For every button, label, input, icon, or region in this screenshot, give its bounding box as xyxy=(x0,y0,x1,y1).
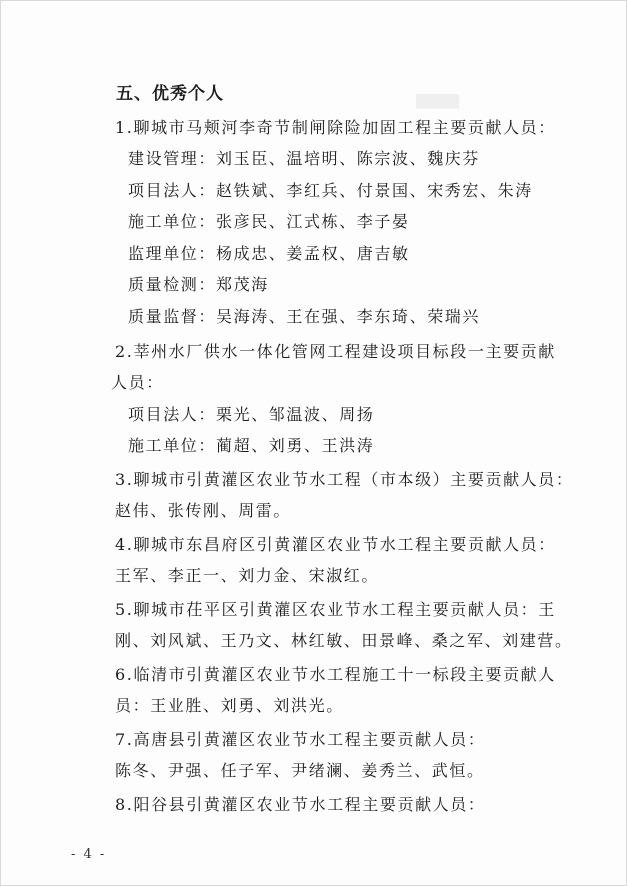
page-number: - 4 - xyxy=(71,847,107,862)
item-1-title: 1.聊城市马颊河李奇节制闸除险加固工程主要贡献人员： xyxy=(115,118,556,137)
item-6-names: 员：王业胜、刘勇、刘洪光。 xyxy=(115,696,344,715)
item-2-title: 2.莘州水厂供水一体化管网工程建设项目标段一主要贡献 xyxy=(115,342,556,361)
item-1-quality-inspection: 质量检测：郑茂海 xyxy=(128,275,269,294)
section-heading: 五、优秀个人 xyxy=(116,84,224,104)
item-3-title: 3.聊城市引黄灌区农业节水工程（市本级）主要贡献人员： xyxy=(115,470,574,489)
item-1-construction-unit: 施工单位：张彦民、江式栋、李子晏 xyxy=(128,212,410,231)
item-7-names: 陈冬、尹强、任子军、尹绪澜、姜秀兰、武恒。 xyxy=(115,761,485,780)
item-8-title: 8.阳谷县引黄灌区农业节水工程主要贡献人员： xyxy=(115,795,486,814)
item-1-quality-supervision: 质量监督：吴海涛、王在强、李东琦、荣瑞兴 xyxy=(128,307,481,326)
item-7-title: 7.高唐县引黄灌区农业节水工程主要贡献人员： xyxy=(115,730,486,749)
item-2-construction-unit: 施工单位：蔺超、刘勇、王洪涛 xyxy=(128,436,375,455)
item-2-project-legal-person: 项目法人：栗光、邹温波、周扬 xyxy=(128,405,375,424)
show-through-mark: ▇▇▇▇ xyxy=(416,93,460,109)
item-1-construction-management: 建设管理：刘玉臣、温培明、陈宗波、魏庆芬 xyxy=(128,149,481,168)
item-1-project-legal-person: 项目法人：赵铁斌、李红兵、付景国、宋秀宏、朱涛 xyxy=(128,181,533,200)
item-6-title: 6.临清市引黄灌区农业节水工程施工十一标段主要贡献人 xyxy=(115,665,556,684)
item-4-names: 王军、李正一、刘力金、宋淑红。 xyxy=(115,566,380,585)
item-3-names: 赵伟、张传刚、周雷。 xyxy=(115,501,292,520)
item-5-names: 刚、刘风斌、王乃文、林红敏、田景峰、桑之军、刘建营。 xyxy=(115,631,573,650)
item-2-title-continued: 人员： xyxy=(111,373,164,392)
item-4-title: 4.聊城市东昌府区引黄灌区农业节水工程主要贡献人员： xyxy=(115,535,556,554)
item-5-title: 5.聊城市茌平区引黄灌区农业节水工程主要贡献人员：王 xyxy=(115,600,556,619)
item-1-supervision-unit: 监理单位：杨成忠、姜孟权、唐吉敏 xyxy=(128,244,410,263)
